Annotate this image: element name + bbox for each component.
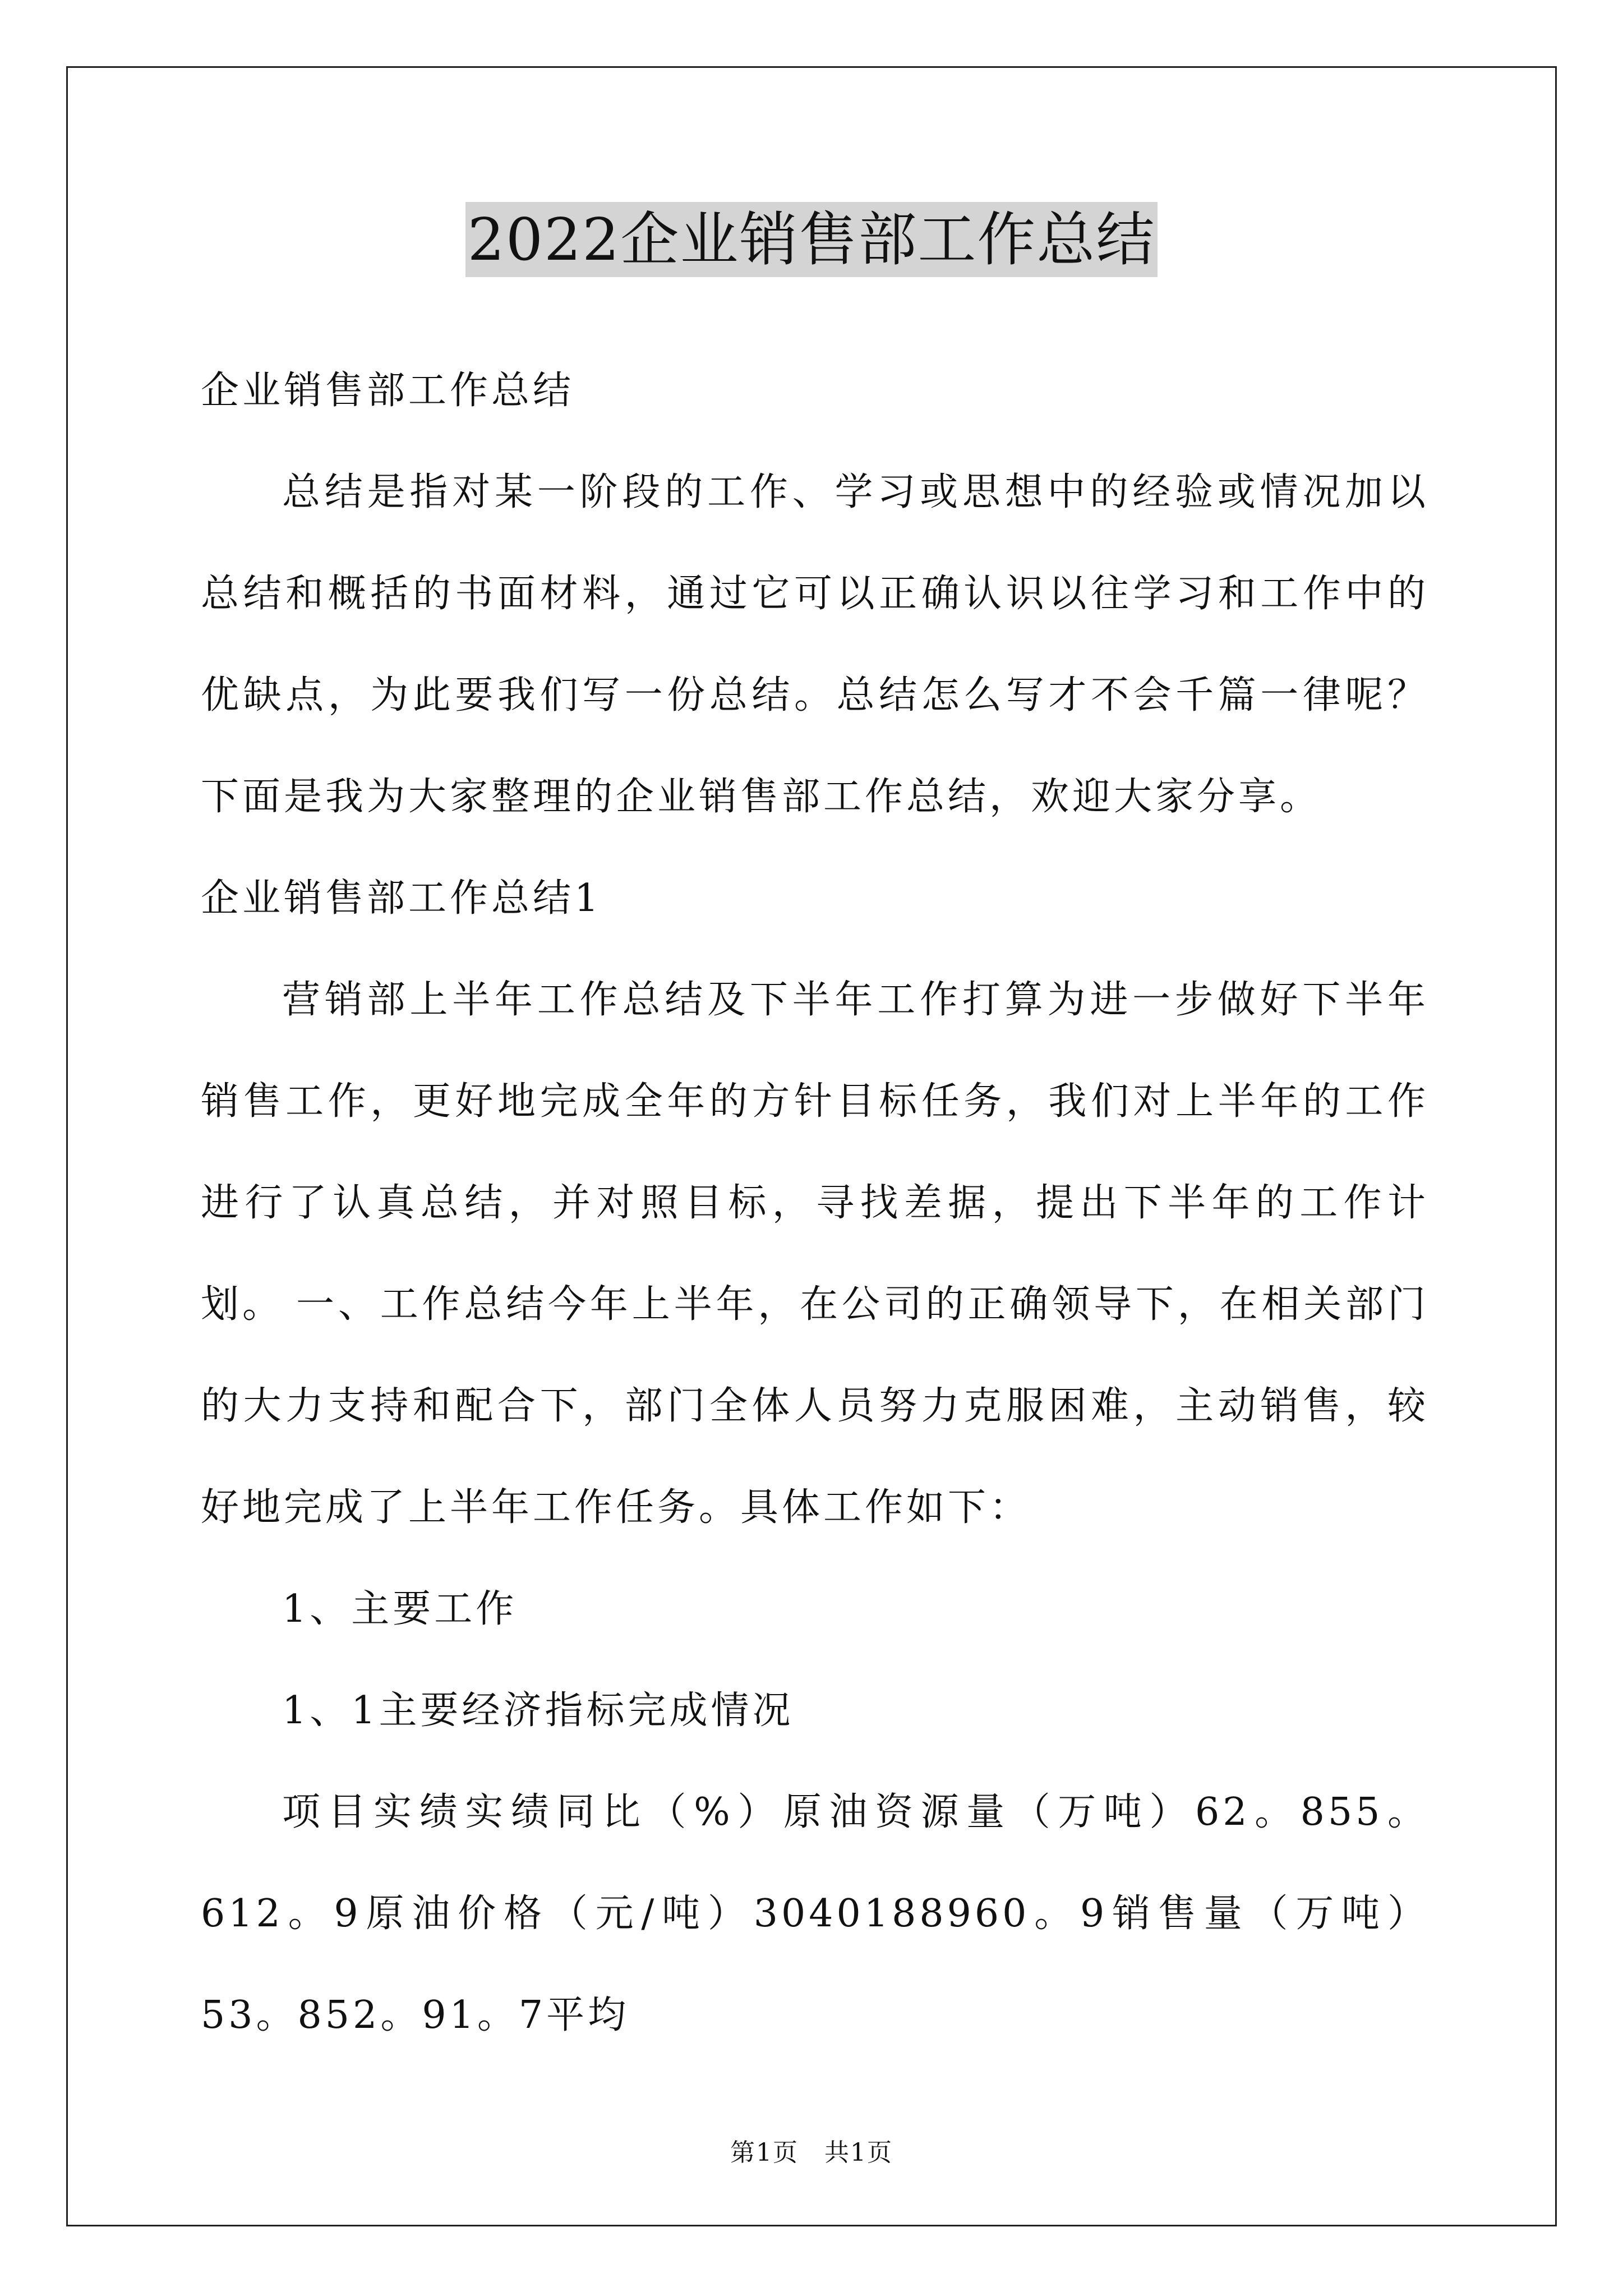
indicators-heading: 1、1主要经济指标完成情况 (282, 1688, 794, 1733)
work-summary-paragraph: 一、工作总结今年上半年，在公司的正确领导下，在相关部门的大力支持和配合下，部门全体人员努力克服困难，主动销售，较好地完成了上半年工作任务。具体工作如下： (201, 1282, 1429, 1530)
section-heading: 企业销售部工作总结 (201, 369, 575, 413)
main-work-heading: 1、主要工作 (282, 1587, 518, 1631)
intro-paragraph: 总结是指对某一阶段的工作、学习或思想中的经验或情况加以总结和概括的书面材料，通过它可以正确认识以往学习和工作中的优缺点，为此要我们写一份总结。总结怎么写才不会千篇一律呢？下面是我为大家整理的企业销售部工作总结，欢迎大家分享。 (201, 470, 1429, 819)
page-footer: 第1页 共1页 (730, 2138, 893, 2167)
document-title (0, 197, 1623, 282)
document-title-text: 2022企业销售部工作总结 (465, 202, 1158, 277)
indicators-paragraph: 项目实绩实绩同比（%）原油资源量（万吨）62。855。612。9原油价格（元/吨）3040188960。9销售量（万吨）53。852。91。7平均 (201, 1790, 1429, 2037)
overview-paragraph: 营销部上半年工作总结及下半年工作打算为进一步做好下半年销售工作，更好地完成全年的方针目标任务，我们对上半年的工作进行了认真总结，并对照目标，寻找差据，提出下半年的工作计划。 (201, 978, 1429, 1327)
subsection-heading: 企业销售部工作总结1 (201, 876, 602, 921)
